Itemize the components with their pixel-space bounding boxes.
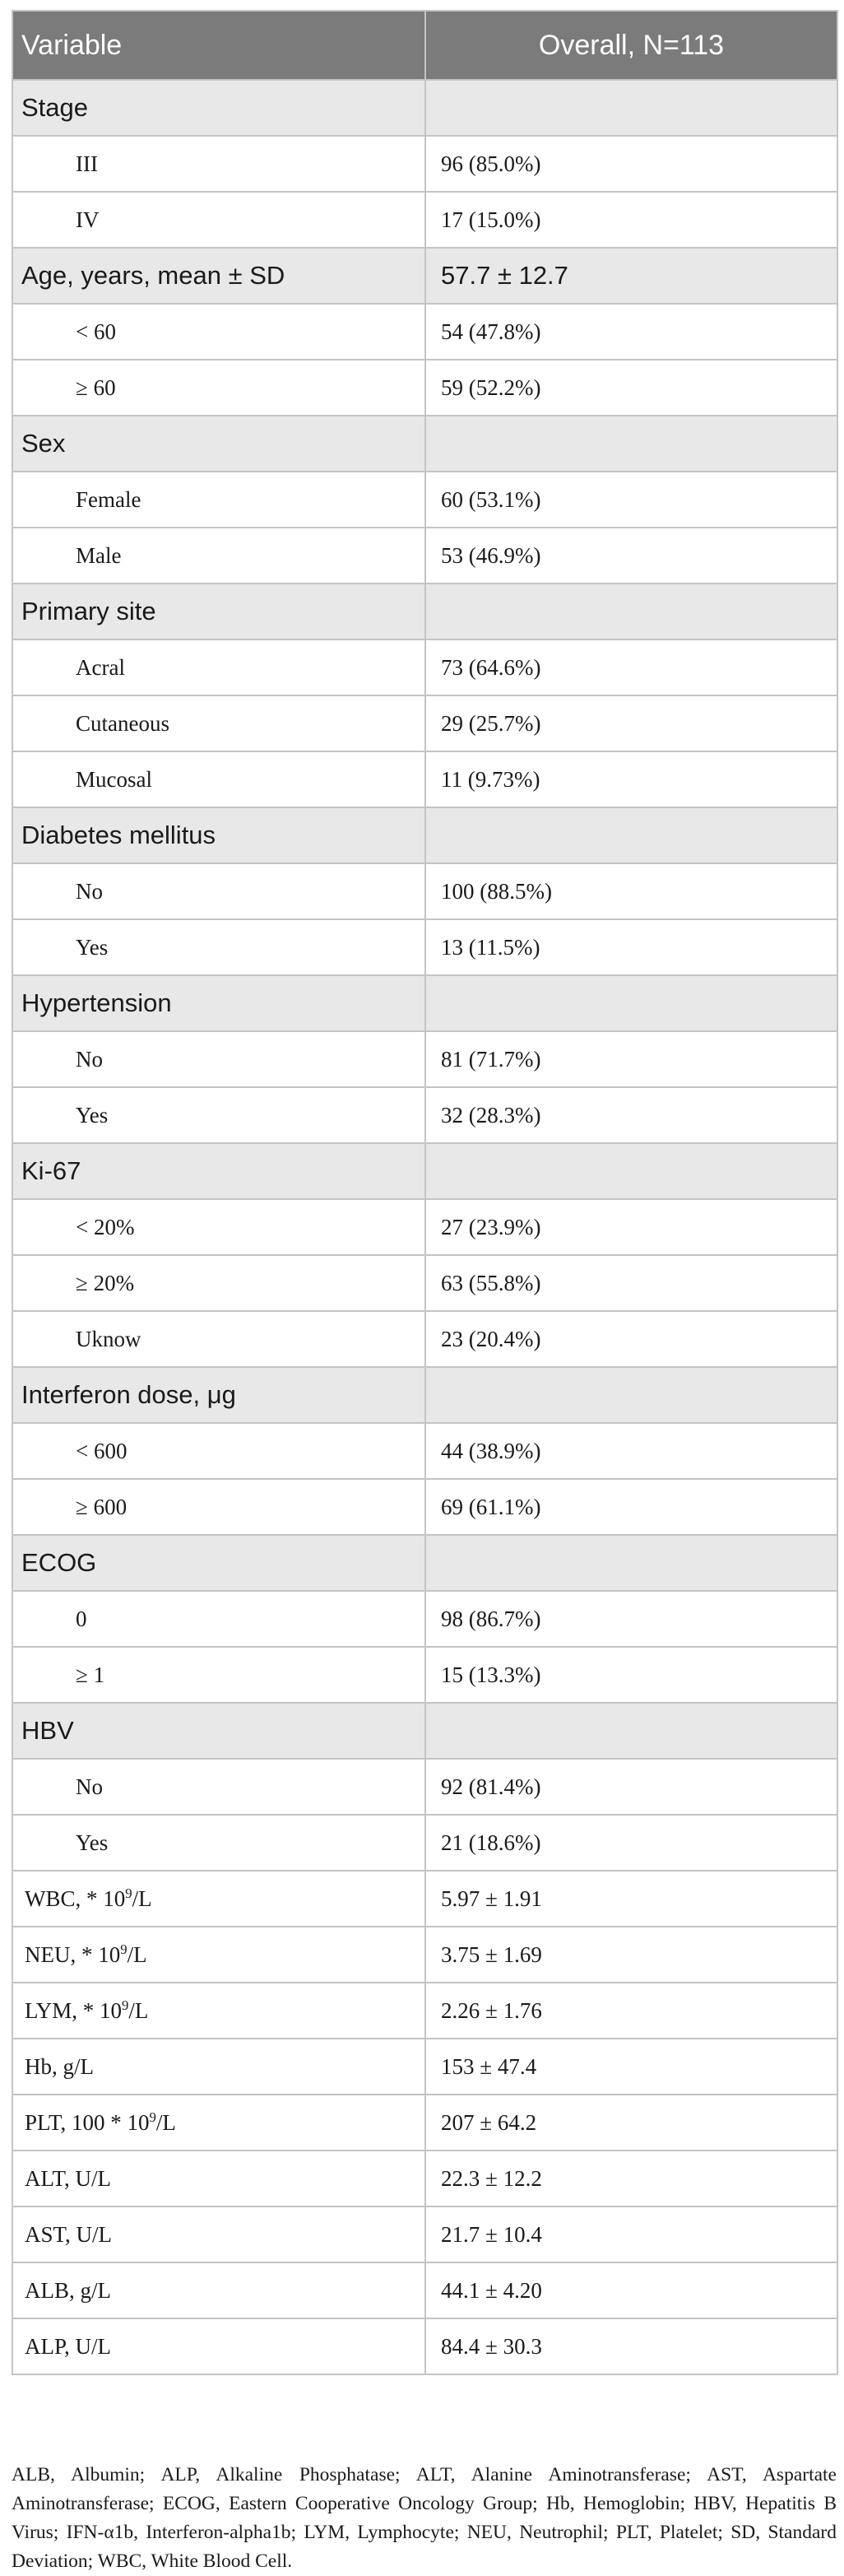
table-row <box>12 919 837 975</box>
row-value: 27 (23.9%) <box>425 1199 837 1255</box>
row-value: 21 (18.6%) <box>425 1815 837 1871</box>
table-row <box>12 2318 837 2374</box>
table-row <box>12 1983 837 2039</box>
exponent: 9 <box>120 1941 128 1957</box>
table-row <box>12 2039 837 2095</box>
row-label-text: ALT, U/L <box>25 2165 111 2191</box>
row-value: 59 (52.2%) <box>425 360 837 416</box>
row-value <box>425 1535 837 1591</box>
row-value: 96 (85.0%) <box>425 136 837 192</box>
row-label <box>12 863 425 919</box>
row-label-text: AST, U/L <box>25 2221 112 2247</box>
row-label <box>12 1983 425 2039</box>
row-value <box>425 975 837 1031</box>
row-label-text: WBC, * 10 <box>25 1886 126 1911</box>
unit-suffix: /L <box>155 2109 176 2135</box>
row-label <box>12 528 425 584</box>
row-value: 81 (71.7%) <box>425 1031 837 1087</box>
row-value: 15 (13.3%) <box>425 1647 837 1703</box>
row-label-text: Uknow <box>76 1326 141 1351</box>
row-label <box>12 1591 425 1647</box>
row-value: 69 (61.1%) <box>425 1479 837 1535</box>
table-row <box>12 1087 837 1143</box>
row-value <box>425 807 837 863</box>
section-row <box>12 584 837 639</box>
row-label-text: IV <box>76 207 100 232</box>
row-label-text: Yes <box>76 1102 109 1128</box>
row-label <box>12 1423 425 1479</box>
table-row <box>12 1759 837 1815</box>
table-footnote: ALB, Albumin; ALP, Alkaline Phosphatase; ALT, Alanine Aminotransferase; AST, Aspartate Aminotransferase; ECOG, Eastern Cooperative Oncology Group; Hb, Hemoglobin; HBV, Hepatitis B Virus; IFN-α1b, Interferon-alpha1b; LYM, Lymphocyte; NEU, Neutrophil; PLT, Platelet; SD, Standard Deviation; WBC, White Blood Cell. <box>12 2464 837 2572</box>
row-label-text: No <box>76 1774 103 1799</box>
table-row <box>12 2206 837 2262</box>
section-row <box>12 1143 837 1199</box>
table-body <box>12 80 837 2374</box>
row-label-text: Hb, g/L <box>25 2053 94 2079</box>
section-row <box>12 1703 837 1759</box>
row-value: 92 (81.4%) <box>425 1759 837 1815</box>
table-row <box>12 695 837 751</box>
row-value: 23 (20.4%) <box>425 1311 837 1367</box>
baseline-characteristics-table <box>12 10 838 2375</box>
row-label <box>12 1479 425 1535</box>
row-value <box>425 416 837 472</box>
row-label-text: Ki-67 <box>21 1156 81 1185</box>
table-row <box>12 472 837 528</box>
table-row <box>12 1423 837 1479</box>
table-row <box>12 304 837 360</box>
row-label-text: Hypertension <box>21 988 172 1017</box>
row-label-text: ≥ 20% <box>76 1270 135 1295</box>
section-row <box>12 1535 837 1591</box>
row-label <box>12 1199 425 1255</box>
row-label-text: Yes <box>76 1830 109 1855</box>
row-value: 29 (25.7%) <box>425 695 837 751</box>
table-row <box>12 1479 837 1535</box>
row-label-text: Female <box>76 486 141 512</box>
section-row <box>12 80 837 136</box>
row-label-text: Acral <box>76 654 125 680</box>
row-label <box>12 304 425 360</box>
row-label-text: ≥ 1 <box>76 1662 105 1687</box>
row-label-text: ≥ 600 <box>76 1494 128 1519</box>
row-label <box>12 80 425 136</box>
row-label-text: 0 <box>76 1606 87 1631</box>
row-value: 2.26 ± 1.76 <box>425 1983 837 2039</box>
row-label <box>12 1087 425 1143</box>
row-label <box>12 2095 425 2151</box>
row-value: 22.3 ± 12.2 <box>425 2151 837 2206</box>
row-label <box>12 807 425 863</box>
row-label <box>12 1647 425 1703</box>
section-row <box>12 975 837 1031</box>
row-label-text: HBV <box>21 1716 74 1745</box>
row-label-text: Male <box>76 542 122 568</box>
row-value: 21.7 ± 10.4 <box>425 2206 837 2262</box>
table-row <box>12 2262 837 2318</box>
row-value: 13 (11.5%) <box>425 919 837 975</box>
row-label-text: ECOG <box>21 1548 97 1577</box>
table-row <box>12 2151 837 2206</box>
row-label-text: Primary site <box>21 597 156 625</box>
row-label-text: No <box>76 878 103 904</box>
row-label <box>12 1367 425 1423</box>
exponent: 9 <box>125 1885 132 1901</box>
row-value <box>425 1143 837 1199</box>
row-label-text: Mucosal <box>76 766 152 792</box>
row-label-text: Age, years, mean ± SD <box>21 261 285 290</box>
row-label <box>12 1927 425 1983</box>
unit-suffix: /L <box>132 1886 152 1911</box>
row-label <box>12 2318 425 2374</box>
row-label <box>12 919 425 975</box>
section-row <box>12 248 837 304</box>
row-label <box>12 416 425 472</box>
row-label <box>12 1871 425 1927</box>
row-label-text: Stage <box>21 93 89 122</box>
table-row <box>12 136 837 192</box>
table-row <box>12 192 837 248</box>
row-value: 17 (15.0%) <box>425 192 837 248</box>
row-label <box>12 751 425 807</box>
row-value <box>425 80 837 136</box>
row-value: 98 (86.7%) <box>425 1591 837 1647</box>
row-label-text: Sex <box>21 429 66 458</box>
table-row <box>12 1927 837 1983</box>
baseline-characteristics-table-container <box>12 10 837 2375</box>
table-row <box>12 1255 837 1311</box>
row-label <box>12 1143 425 1199</box>
row-label-text: NEU, * 10 <box>25 1941 121 1967</box>
row-value: 63 (55.8%) <box>425 1255 837 1311</box>
row-value: 100 (88.5%) <box>425 863 837 919</box>
row-label <box>12 2262 425 2318</box>
row-label-text: < 20% <box>76 1214 135 1239</box>
row-label-text: < 60 <box>76 319 116 344</box>
row-label <box>12 360 425 416</box>
row-label <box>12 584 425 639</box>
row-value: 44.1 ± 4.20 <box>425 2262 837 2318</box>
table-row <box>12 639 837 695</box>
row-label <box>12 1535 425 1591</box>
row-label <box>12 472 425 528</box>
header-variable: Variable <box>12 11 425 80</box>
row-value: 32 (28.3%) <box>425 1087 837 1143</box>
row-value: 153 ± 47.4 <box>425 2039 837 2095</box>
row-label <box>12 1031 425 1087</box>
table-header-row <box>12 11 837 80</box>
row-label-text: Interferon dose, μg <box>21 1380 236 1409</box>
table-row <box>12 863 837 919</box>
row-label <box>12 1311 425 1367</box>
row-label <box>12 1255 425 1311</box>
section-row <box>12 416 837 472</box>
row-label <box>12 136 425 192</box>
row-label-text: III <box>76 151 98 176</box>
unit-suffix: /L <box>127 1941 147 1967</box>
row-value: 44 (38.9%) <box>425 1423 837 1479</box>
row-value: 54 (47.8%) <box>425 304 837 360</box>
row-label <box>12 1703 425 1759</box>
row-label-text: ALB, g/L <box>25 2277 111 2303</box>
table-row <box>12 1815 837 1871</box>
exponent: 9 <box>122 1997 129 2013</box>
row-label <box>12 192 425 248</box>
row-value: 207 ± 64.2 <box>425 2095 837 2151</box>
row-label-text: ≥ 60 <box>76 374 116 400</box>
row-label <box>12 1815 425 1871</box>
row-value <box>425 1703 837 1759</box>
row-value: 57.7 ± 12.7 <box>425 248 837 304</box>
row-label <box>12 695 425 751</box>
row-label-text: No <box>76 1046 103 1072</box>
table-row <box>12 1311 837 1367</box>
row-label <box>12 975 425 1031</box>
row-label-text: Diabetes mellitus <box>21 821 216 849</box>
row-label-text: Cutaneous <box>76 710 169 736</box>
row-label <box>12 248 425 304</box>
table-row <box>12 1031 837 1087</box>
row-label-text: LYM, * 10 <box>25 1997 123 2023</box>
row-label-text: < 600 <box>76 1438 128 1463</box>
table-row <box>12 528 837 584</box>
row-value: 73 (64.6%) <box>425 639 837 695</box>
row-label <box>12 2206 425 2262</box>
unit-suffix: /L <box>128 1997 149 2023</box>
section-row <box>12 807 837 863</box>
table-row <box>12 360 837 416</box>
row-label <box>12 1759 425 1815</box>
row-label <box>12 2151 425 2206</box>
table-row <box>12 2095 837 2151</box>
row-value <box>425 584 837 639</box>
row-value: 5.97 ± 1.91 <box>425 1871 837 1927</box>
row-label-text: ALP, U/L <box>25 2333 112 2359</box>
table-row <box>12 1591 837 1647</box>
row-label-text: Yes <box>76 934 109 960</box>
row-label <box>12 2039 425 2095</box>
table-row <box>12 1199 837 1255</box>
table-row <box>12 751 837 807</box>
row-value: 3.75 ± 1.69 <box>425 1927 837 1983</box>
section-row <box>12 1367 837 1423</box>
row-value <box>425 1367 837 1423</box>
table-row <box>12 1871 837 1927</box>
table-row <box>12 1647 837 1703</box>
header-overall: Overall, N=113 <box>425 11 837 80</box>
exponent: 9 <box>149 2109 156 2125</box>
row-label-text: PLT, 100 * 10 <box>25 2109 150 2135</box>
row-value: 84.4 ± 30.3 <box>425 2318 837 2374</box>
row-value: 60 (53.1%) <box>425 472 837 528</box>
row-value: 53 (46.9%) <box>425 528 837 584</box>
row-label <box>12 639 425 695</box>
row-value: 11 (9.73%) <box>425 751 837 807</box>
